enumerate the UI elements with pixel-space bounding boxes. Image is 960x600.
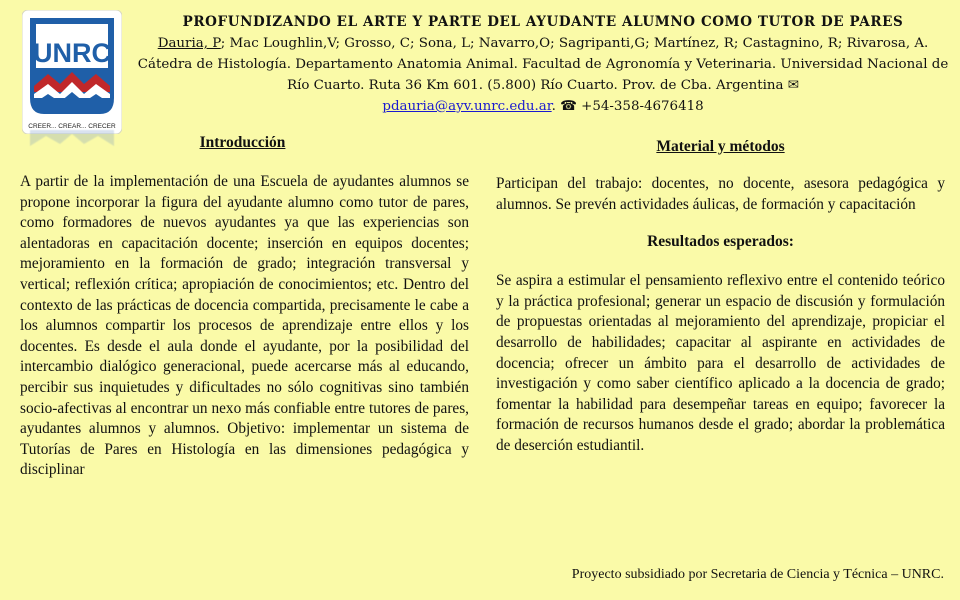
contact-line: [130, 96, 956, 117]
poster-header: [130, 12, 956, 117]
results-heading: Resultados esperados:: [647, 233, 794, 251]
poster-title: PROFUNDIZANDO EL ARTE Y PARTE DEL AYUDANTE ALUMNO COMO TUTOR DE PARES: [182, 14, 904, 30]
email-link[interactable]: pdauria@ayv.unrc.edu.ar: [382, 99, 552, 114]
logo-tagline: CREER... CREAR... CRECER: [28, 123, 116, 130]
authors-rest: ; Mac Loughlin,V; Grosso, C; Sona, L; Navarro,O; Sagripanti,G; Martínez, R; Castagnino, R; Rivarosa, A.: [220, 36, 929, 51]
unrc-logo: [22, 10, 122, 134]
right-column: [496, 138, 945, 457]
intro-body: A partir de la implementación de una Escuela de ayudantes alumnos se propone incorporar la figura del ayudante alumno como tutor de pares, como formadores de nuevos ayudantes ya que las experiencias son alentadoras en capacitación docente; inserción en equipos docentes; mejoramiento en la formación de grado; integración transversal y vertical; reflexión crítica; apropiación de conocimientos; etc. Dentro del contexto de las prácticas de docencia compartida, precisamente le cabe a los alumnos compartir los procesos de aprendizaje entre ellos y los docentes. Es desde el aula donde el ayudante, por la posibilidad del intercambio dialógico generacional, puede acercarse más al educando, percibir sus inquietudes y dificultades no sólo cognitivas sino también socio-afectivas al encontrar un nexo más confiable entre tutores de pares, ayudantes alumnos y alumnos. Objetivo: implementar un sistema de Tutorías de Pares en Histología en las dimensiones pedagógica y disciplinar: [20, 173, 469, 479]
first-author: Dauria, P: [157, 36, 221, 51]
funding-footer: Proyecto subsidiado por Secretaria de Ciencia y Técnica – UNRC.: [571, 567, 944, 582]
phone: . ☎ +54-358-4676418: [551, 99, 704, 114]
intro-heading: Introducción: [199, 134, 286, 151]
logo-text: UNRC: [33, 38, 111, 68]
results-body: Se aspira a estimular el pensamiento reflexivo entre el contenido teórico y la práctica profesional; generar un espacio de discusión y formulación de propuestas orientadas al mejoramiento del aprendizaje, propiciar el desarrollo de habilidades; capacitar al aspirante en actividades de docencia; ofrecer un ámbito para el desarrollo de actividades de investigación y como saber científico aplicado a la docencia de grado; fomentar la habilidad para desempeñar tareas en equipo; favorecer la formación de recursos humanos desde el grado; abordar la problemática de deserción estudiantil.: [496, 272, 945, 454]
affiliation: Cátedra de Histología. Departamento Anatomia Animal. Facultad de Agronomía y Veterinaria. Universidad Nacional de Río Cuarto. Ruta 36 Km 601. (5.800) Río Cuarto. Prov. de Cba. Argentina ✉: [137, 57, 949, 93]
authors-line: [130, 33, 956, 54]
methods-body: Participan del trabajo: docentes, no docente, asesora pedagógica y alumnos. Se prevén actividades áulicas, de formación y capacitación: [496, 175, 945, 213]
intro-section: [20, 134, 469, 481]
methods-heading: Material y métodos: [656, 138, 785, 155]
